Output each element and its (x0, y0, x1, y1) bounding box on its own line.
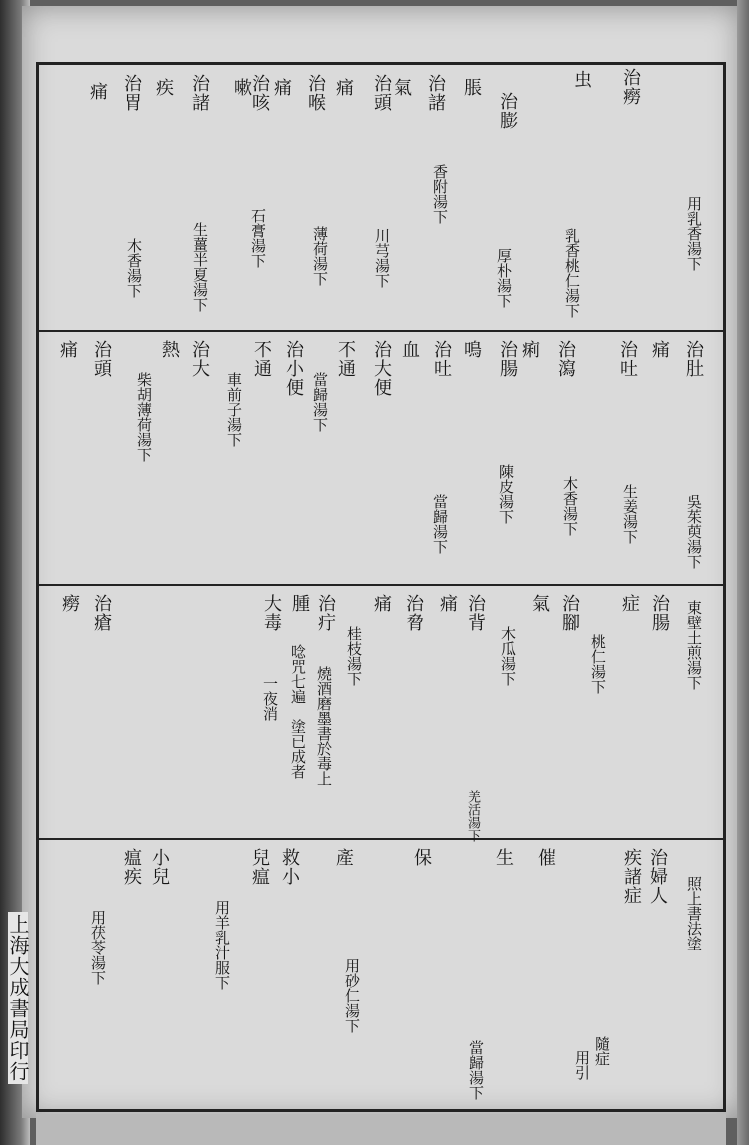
ailment-label: 治腳 (559, 594, 580, 632)
ailment-label: 治膨 (497, 92, 518, 130)
ailment-label: 腫 (289, 594, 310, 613)
ailment-label: 痛 (57, 340, 78, 359)
prescription-note: 用茯苓湯下 (89, 910, 107, 985)
prescription-note: 唸咒七遍 塗已成者 (289, 644, 307, 779)
ailment-label: 治諸 (189, 74, 210, 112)
ailment-label: 產 (333, 848, 354, 867)
prescription-note: 東壁土煎湯下 (685, 600, 703, 690)
ailment-label: 痛 (271, 78, 292, 97)
ailment-label: 氣 (529, 594, 550, 613)
prescription-note: 用乳香湯下 (685, 196, 703, 271)
prescription-note: 桂枝湯下 (345, 626, 363, 686)
prescription-note: 乳香桃仁湯下 (563, 228, 581, 318)
ailment-label: 治疔 (315, 594, 336, 632)
band-divider (36, 330, 726, 332)
prescription-note: 木香湯下 (125, 238, 143, 298)
prescription-note: 用羊乳汁服下 (213, 900, 231, 990)
ailment-label: 治肚 (683, 340, 704, 378)
ailment-label: 脹 (461, 78, 482, 97)
prescription-note: 一夜消 (261, 676, 279, 721)
ailment-label: 治諸 (425, 74, 446, 112)
ailment-label: 治瀉 (555, 340, 576, 378)
ailment-label: 不通 (335, 340, 356, 378)
prescription-note: 薄荷湯下 (311, 226, 329, 286)
ailment-label: 治脅 (403, 594, 424, 632)
ailment-label: 兒瘟 (249, 848, 270, 886)
ailment-label: 治瘡 (91, 594, 112, 632)
prescription-note: 用引 (573, 1050, 591, 1080)
ailment-label: 治吐 (617, 340, 638, 378)
ailment-label: 氣 (391, 78, 412, 97)
ailment-label: 疾諸症 (621, 848, 642, 905)
prescription-note: 木瓜湯下 (499, 626, 517, 686)
prescription-note: 燒酒磨墨書於毒上 (315, 666, 333, 786)
ailment-label: 治吐 (431, 340, 452, 378)
prescription-note: 吳茱萸湯下 (685, 494, 703, 569)
ailment-label: 治腸 (649, 594, 670, 632)
ailment-label: 症 (619, 594, 640, 613)
ailment-label: 瘟疾 (121, 848, 142, 886)
ailment-label: 不通 (251, 340, 272, 378)
ailment-label: 鳴 (461, 340, 482, 359)
ailment-label: 痛 (437, 594, 458, 613)
prescription-note: 當歸湯下 (467, 1040, 485, 1100)
prescription-note: 照上書法塗 (685, 876, 703, 951)
ailment-label: 癆 (59, 594, 80, 613)
prescription-note: 當歸湯下 (311, 372, 329, 432)
band-divider (36, 584, 726, 586)
prescription-note: 柴胡薄荷湯下 (135, 372, 153, 462)
prescription-note: 陳皮湯下 (497, 464, 515, 524)
ailment-label: 保 (411, 848, 432, 867)
prescription-note: 生薑半夏湯下 (191, 222, 209, 312)
prescription-note: 木香湯下 (561, 476, 579, 536)
ailment-label: 生 (493, 848, 514, 867)
prescription-note: 厚朴湯下 (495, 248, 513, 308)
ailment-label: 痛 (87, 82, 108, 101)
ailment-label: 痢 (519, 340, 540, 359)
ailment-label: 治小便 (283, 340, 304, 397)
publisher-imprint: 上海大成書局印行 (6, 914, 30, 1082)
ailment-label: 治頭 (371, 74, 392, 112)
prescription-note: 車前子湯下 (225, 372, 243, 447)
ailment-label: 治咳 (249, 74, 270, 112)
prescription-note: 香附湯下 (431, 164, 449, 224)
ailment-label: 治腸 (497, 340, 518, 378)
ailment-label: 治頭 (91, 340, 112, 378)
ailment-label: 嗽 (231, 78, 252, 97)
ailment-label: 治胃 (121, 74, 142, 112)
ailment-label: 血 (399, 340, 420, 359)
page-edge (737, 0, 749, 1145)
ailment-label: 治背 (465, 594, 486, 632)
ailment-label: 熱 (159, 340, 180, 359)
prescription-note: 生姜湯下 (621, 484, 639, 544)
ailment-label: 痛 (333, 78, 354, 97)
ailment-label: 治癆 (620, 68, 641, 106)
ailment-label: 疾 (153, 78, 174, 97)
ailment-label: 痛 (371, 594, 392, 613)
prescription-note: 桃仁湯下 (589, 634, 607, 694)
ailment-label: 大毒 (261, 594, 282, 632)
ailment-label: 治婦人 (647, 848, 668, 905)
ailment-label: 小兒 (149, 848, 170, 886)
ailment-label: 治喉 (305, 74, 326, 112)
band-divider (36, 838, 726, 840)
prescription-note: 石膏湯下 (249, 208, 267, 268)
prescription-note: 隨症 (593, 1036, 611, 1066)
prescription-note: 川芎湯下 (373, 228, 391, 288)
bottom-strip (36, 1114, 726, 1145)
prescription-note: 用砂仁湯下 (343, 958, 361, 1033)
ailment-label: 痛 (649, 340, 670, 359)
prescription-note: 羌活湯下 (465, 790, 480, 842)
prescription-note: 當歸湯下 (431, 494, 449, 554)
ailment-label: 催 (535, 848, 556, 867)
ailment-label: 治大便 (371, 340, 392, 397)
ailment-label: 救小 (279, 848, 300, 886)
ailment-label: 治大 (189, 340, 210, 378)
ailment-label: 虫 (571, 70, 592, 89)
page-frame (36, 62, 726, 1112)
